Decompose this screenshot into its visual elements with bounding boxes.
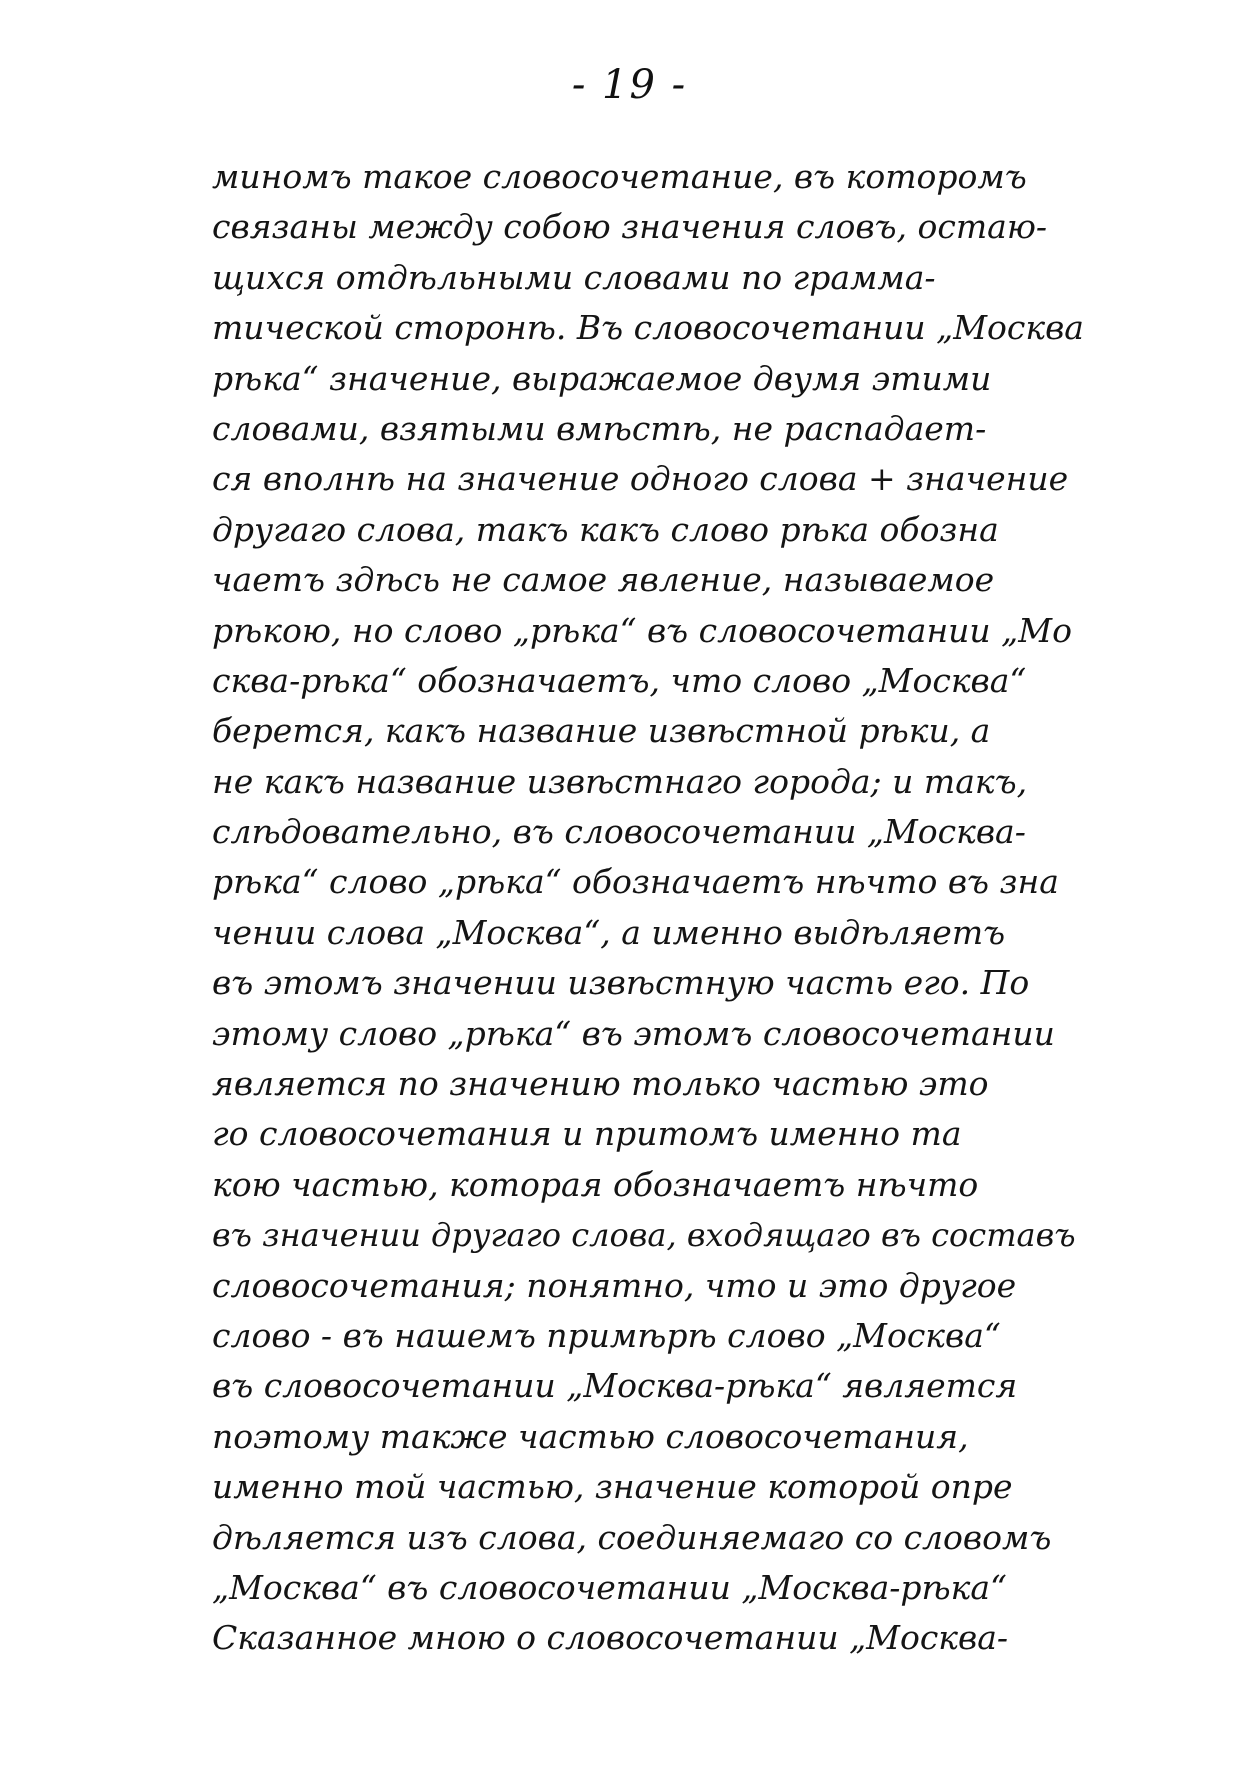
text-line-28: дѣляется изъ слова, соединяемаго со словомъ <box>212 1517 1052 1557</box>
text-line-23: словосочетания; понятно, что и это другое <box>212 1265 1017 1305</box>
text-line-2: связаны между собою значения словъ, остаю- <box>212 207 1048 247</box>
text-line-29: „Москва“ въ словосочетании „Москва-рѣка“ <box>212 1567 1007 1607</box>
page-number: - 19 - <box>571 62 688 108</box>
text-line-4: тической сторонѣ. Въ словосочетании „Москва <box>212 308 1084 348</box>
text-line-27: именно той частью, значение которой опре <box>212 1467 1013 1507</box>
text-line-22: въ значении другаго слова, входящаго въ составъ <box>212 1216 1076 1255</box>
text-line-24: слово - въ нашемъ примѣрѣ слово „Москва“ <box>212 1315 1001 1355</box>
text-line-5: рѣка“ значение, выражаемое двумя этими <box>212 358 992 398</box>
text-line-30: Сказанное мною о словосочетании „Москва- <box>212 1618 1009 1658</box>
text-line-26: поэтому также частью словосочетания, <box>212 1416 969 1456</box>
text-line-12: берется, какъ название извѣстной рѣки, а <box>212 711 991 751</box>
text-line-14: слѣдовательно, въ словосочетании „Москва- <box>212 812 1026 852</box>
text-line-25: въ словосочетании „Москва-рѣка“ является <box>212 1366 1018 1406</box>
text-line-10: рѣкою, но слово „рѣка“ въ словосочетании „Мо <box>212 610 1072 650</box>
text-line-17: въ этомъ значении извѣстную часть его. По <box>212 963 1030 1003</box>
text-line-20: го словосочетания и притомъ именно та <box>212 1114 962 1154</box>
text-line-7: ся вполнѣ на значение одного слова + значение <box>212 459 1069 499</box>
handwritten-text-body <box>212 152 1092 1664</box>
text-line-9: чаетъ здѣсь не самое явление, называемое <box>212 560 995 600</box>
text-line-15: рѣка“ слово „рѣка“ обозначаетъ нѣчто въ зна <box>212 862 1059 902</box>
text-line-6: словами, взятыми вмѣстѣ, не распадает- <box>212 408 987 448</box>
text-line-3: щихся отдѣльными словами по грамма- <box>212 257 936 297</box>
text-line-21: кою частью, которая обозначаетъ нѣчто <box>212 1164 979 1204</box>
text-line-1: миномъ такое словосочетание, въ которомъ <box>212 157 1027 196</box>
text-line-13: не какъ название извѣстнаго города; и такъ, <box>212 761 1028 801</box>
text-line-19: является по значению только частью это <box>212 1064 989 1104</box>
text-line-16: чении слова „Москва“, а именно выдѣляетъ <box>212 912 1006 952</box>
text-line-8: другаго слова, такъ какъ слово рѣка обозна <box>212 509 999 549</box>
text-line-11: сква-рѣка“ обозначаетъ, что слово „Москва“ <box>212 660 1027 700</box>
text-line-18: этому слово „рѣка“ въ этомъ словосочетании <box>212 1013 1055 1053</box>
